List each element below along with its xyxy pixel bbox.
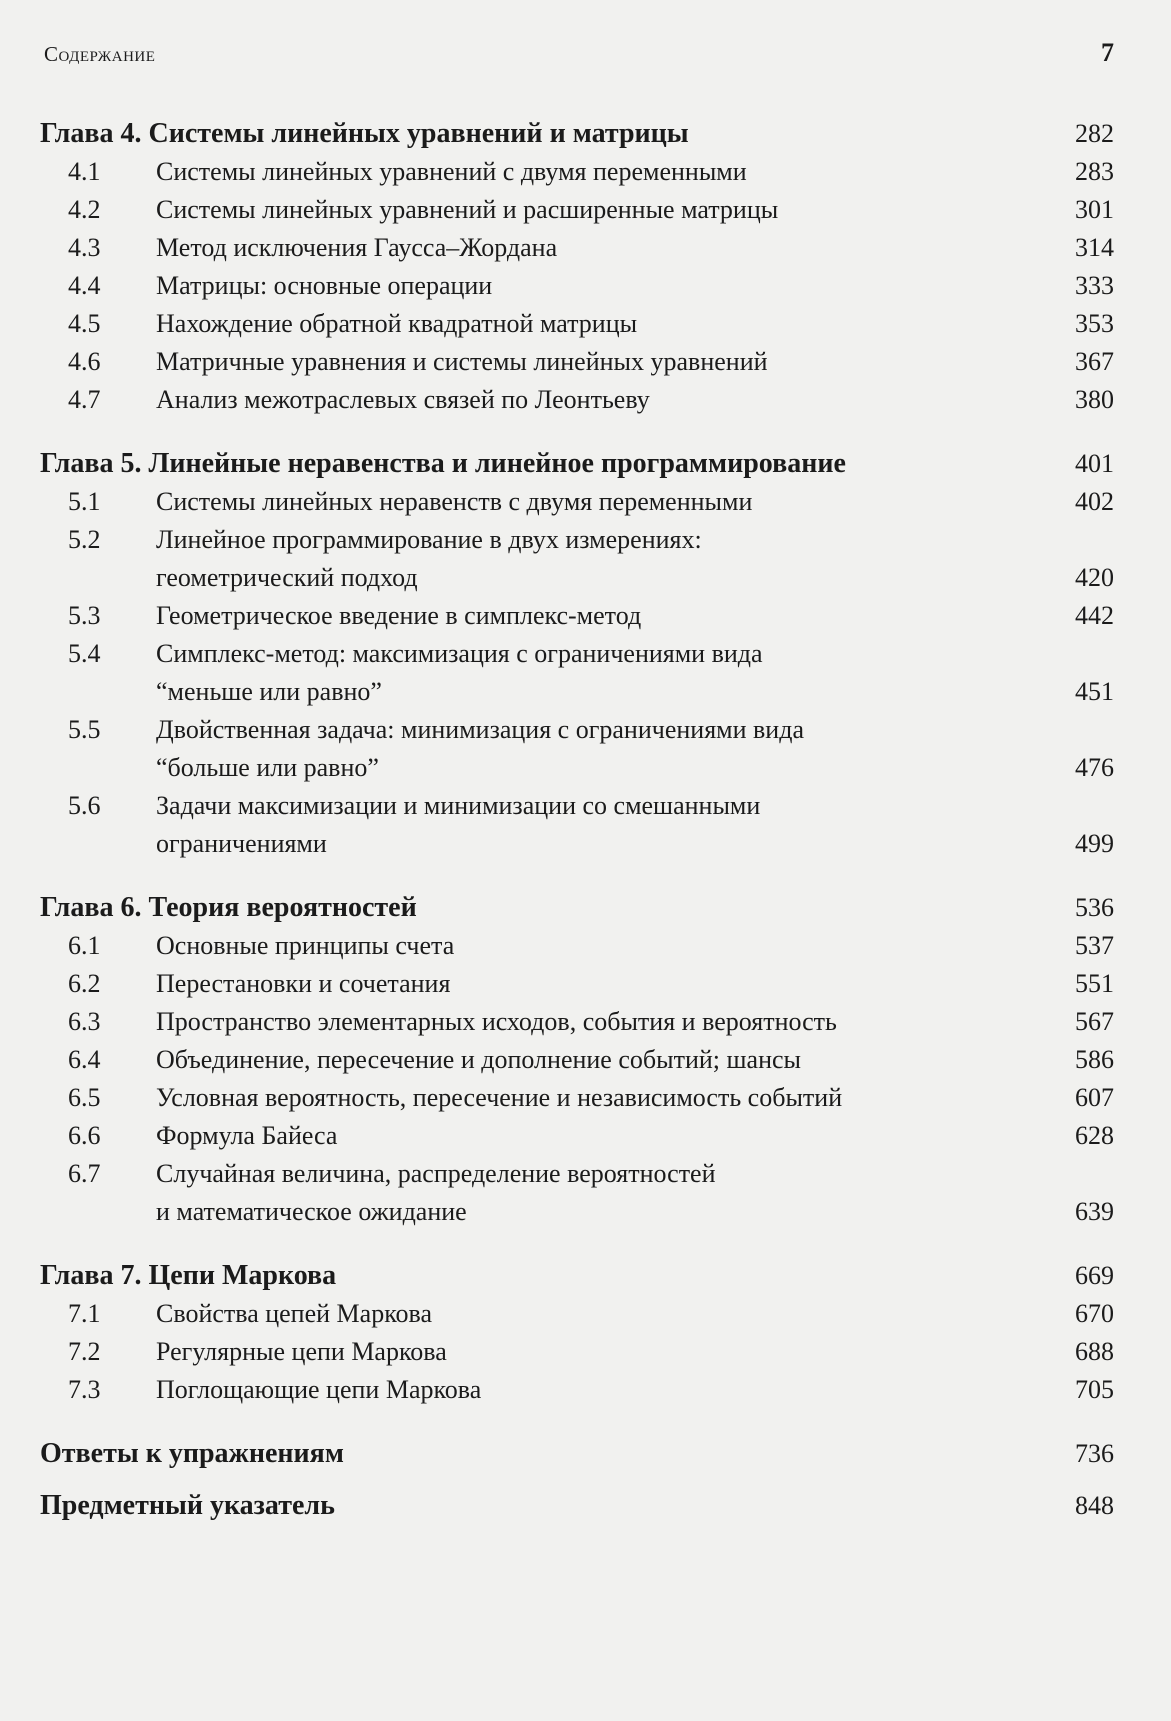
toc-section bbox=[40, 305, 1114, 343]
section-page-number: 353 bbox=[1075, 309, 1114, 338]
section-number: 4.1 bbox=[68, 157, 101, 186]
toc-spacer bbox=[40, 1409, 1114, 1435]
section-page-number: 628 bbox=[1075, 1121, 1114, 1150]
chapter-title: Ответы к упражнениям bbox=[40, 1438, 344, 1469]
toc-section bbox=[40, 635, 1114, 711]
section-page-number: 551 bbox=[1075, 969, 1114, 998]
toc-section bbox=[40, 229, 1114, 267]
page-number: 7 bbox=[1101, 38, 1114, 67]
toc-section bbox=[40, 521, 1114, 597]
toc-section bbox=[40, 1003, 1114, 1041]
section-title: Нахождение обратной квадратной матрицы bbox=[156, 309, 638, 338]
running-head bbox=[44, 38, 1114, 68]
section-number: 6.6 bbox=[68, 1121, 101, 1150]
toc-section bbox=[40, 381, 1114, 419]
toc-chapter bbox=[40, 1257, 1114, 1295]
section-page-number: 639 bbox=[1075, 1197, 1114, 1226]
section-title: Анализ межотраслевых связей по Леонтьеву bbox=[156, 385, 650, 414]
section-number: 5.3 bbox=[68, 601, 101, 630]
toc-section bbox=[40, 711, 1114, 787]
chapter-title: Предметный указатель bbox=[40, 1490, 335, 1521]
section-title-continued: и математическое ожидание bbox=[156, 1197, 467, 1226]
toc-spacer bbox=[40, 419, 1114, 445]
chapter-page-number: 282 bbox=[1075, 119, 1114, 148]
chapter-page-number: 401 bbox=[1075, 449, 1114, 478]
section-title: Поглощающие цепи Маркова bbox=[156, 1375, 482, 1404]
chapter-page-number: 669 bbox=[1075, 1261, 1114, 1290]
section-number: 4.7 bbox=[68, 385, 101, 414]
section-title: Системы линейных неравенств с двумя переменными bbox=[156, 487, 753, 516]
toc-section bbox=[40, 1079, 1114, 1117]
section-number: 7.1 bbox=[68, 1299, 101, 1328]
section-title: Системы линейных уравнений с двумя переменными bbox=[156, 157, 747, 186]
section-title: Перестановки и сочетания bbox=[156, 969, 451, 998]
toc-section bbox=[40, 1295, 1114, 1333]
section-title: Симплекс-метод: максимизация с ограничениями вида bbox=[156, 639, 763, 668]
toc-section bbox=[40, 483, 1114, 521]
chapter-title: Глава 5. Линейные неравенства и линейное программирование bbox=[40, 448, 846, 479]
section-number: 6.2 bbox=[68, 969, 101, 998]
section-page-number: 586 bbox=[1075, 1045, 1114, 1074]
section-title: Свойства цепей Маркова bbox=[156, 1299, 432, 1328]
section-page-number: 670 bbox=[1075, 1299, 1114, 1328]
section-number: 6.1 bbox=[68, 931, 101, 960]
section-page-number: 420 bbox=[1075, 563, 1114, 592]
toc-chapter bbox=[40, 445, 1114, 483]
section-number: 4.6 bbox=[68, 347, 101, 376]
toc-section bbox=[40, 267, 1114, 305]
section-page-number: 705 bbox=[1075, 1375, 1114, 1404]
section-title-continued: ограничениями bbox=[156, 829, 327, 858]
section-page-number: 333 bbox=[1075, 271, 1114, 300]
chapter-title: Глава 4. Системы линейных уравнений и матрицы bbox=[40, 118, 689, 149]
section-page-number: 451 bbox=[1075, 677, 1114, 706]
toc-section bbox=[40, 1333, 1114, 1371]
section-number: 4.5 bbox=[68, 309, 101, 338]
section-title: Пространство элементарных исходов, события и вероятность bbox=[156, 1007, 837, 1036]
toc-chapter bbox=[40, 889, 1114, 927]
section-title: Геометрическое введение в симплекс-метод bbox=[156, 601, 642, 630]
section-title-continued: “больше или равно” bbox=[156, 753, 379, 782]
toc-section bbox=[40, 597, 1114, 635]
section-page-number: 567 bbox=[1075, 1007, 1114, 1036]
section-page-number: 301 bbox=[1075, 195, 1114, 224]
section-page-number: 380 bbox=[1075, 385, 1114, 414]
section-number: 7.2 bbox=[68, 1337, 101, 1366]
running-head-title: Содержание bbox=[44, 42, 156, 66]
section-title: Условная вероятность, пересечение и независимость событий bbox=[156, 1083, 843, 1112]
section-title: Матричные уравнения и системы линейных уравнений bbox=[156, 347, 768, 376]
section-number: 5.1 bbox=[68, 487, 101, 516]
section-number: 4.2 bbox=[68, 195, 101, 224]
toc-section bbox=[40, 153, 1114, 191]
section-page-number: 314 bbox=[1075, 233, 1114, 262]
section-number: 7.3 bbox=[68, 1375, 101, 1404]
chapter-page-number: 536 bbox=[1075, 893, 1114, 922]
chapter-page-number: 848 bbox=[1075, 1491, 1114, 1520]
section-number: 6.7 bbox=[68, 1159, 101, 1188]
toc-section bbox=[40, 927, 1114, 965]
toc-section bbox=[40, 1041, 1114, 1079]
section-title: Метод исключения Гаусса–Жордана bbox=[156, 233, 558, 262]
section-page-number: 367 bbox=[1075, 347, 1114, 376]
section-title: Матрицы: основные операции bbox=[156, 271, 493, 300]
section-title: Линейное программирование в двух измерениях: bbox=[156, 525, 702, 554]
toc-chapter bbox=[40, 1487, 1114, 1525]
section-number: 4.4 bbox=[68, 271, 101, 300]
section-page-number: 607 bbox=[1075, 1083, 1114, 1112]
section-page-number: 537 bbox=[1075, 931, 1114, 960]
section-title-continued: геометрический подход bbox=[156, 563, 418, 592]
toc-spacer bbox=[40, 1473, 1114, 1487]
toc-section bbox=[40, 191, 1114, 229]
section-title: Основные принципы счета bbox=[156, 931, 455, 960]
section-title: Задачи максимизации и минимизации со смешанными bbox=[156, 791, 761, 820]
section-title-continued: “меньше или равно” bbox=[156, 677, 382, 706]
section-title: Регулярные цепи Маркова bbox=[156, 1337, 447, 1366]
section-page-number: 283 bbox=[1075, 157, 1114, 186]
toc-spacer bbox=[40, 1231, 1114, 1257]
section-title: Системы линейных уравнений и расширенные матрицы bbox=[156, 195, 779, 224]
section-number: 5.5 bbox=[68, 715, 101, 744]
chapter-title: Глава 6. Теория вероятностей bbox=[40, 892, 417, 923]
toc-section bbox=[40, 1155, 1114, 1231]
section-page-number: 442 bbox=[1075, 601, 1114, 630]
section-number: 6.4 bbox=[68, 1045, 101, 1074]
section-title: Формула Байеса bbox=[156, 1121, 338, 1150]
toc-section bbox=[40, 343, 1114, 381]
table-of-contents bbox=[40, 115, 1114, 1525]
toc-spacer bbox=[40, 863, 1114, 889]
section-page-number: 476 bbox=[1075, 753, 1114, 782]
section-number: 5.4 bbox=[68, 639, 101, 668]
chapter-title: Глава 7. Цепи Маркова bbox=[40, 1260, 337, 1291]
section-title: Объединение, пересечение и дополнение событий; шансы bbox=[156, 1045, 801, 1074]
toc-chapter bbox=[40, 1435, 1114, 1473]
section-title: Случайная величина, распределение вероятностей bbox=[156, 1159, 716, 1188]
section-page-number: 499 bbox=[1075, 829, 1114, 858]
section-page-number: 688 bbox=[1075, 1337, 1114, 1366]
section-page-number: 402 bbox=[1075, 487, 1114, 516]
section-number: 5.2 bbox=[68, 525, 101, 554]
toc-section bbox=[40, 1371, 1114, 1409]
section-number: 5.6 bbox=[68, 791, 101, 820]
section-number: 6.5 bbox=[68, 1083, 101, 1112]
toc-chapter bbox=[40, 115, 1114, 153]
section-number: 4.3 bbox=[68, 233, 101, 262]
chapter-page-number: 736 bbox=[1075, 1439, 1114, 1468]
section-title: Двойственная задача: минимизация с ограничениями вида bbox=[156, 715, 804, 744]
section-number: 6.3 bbox=[68, 1007, 101, 1036]
toc-section bbox=[40, 965, 1114, 1003]
toc-section bbox=[40, 1117, 1114, 1155]
toc-section bbox=[40, 787, 1114, 863]
